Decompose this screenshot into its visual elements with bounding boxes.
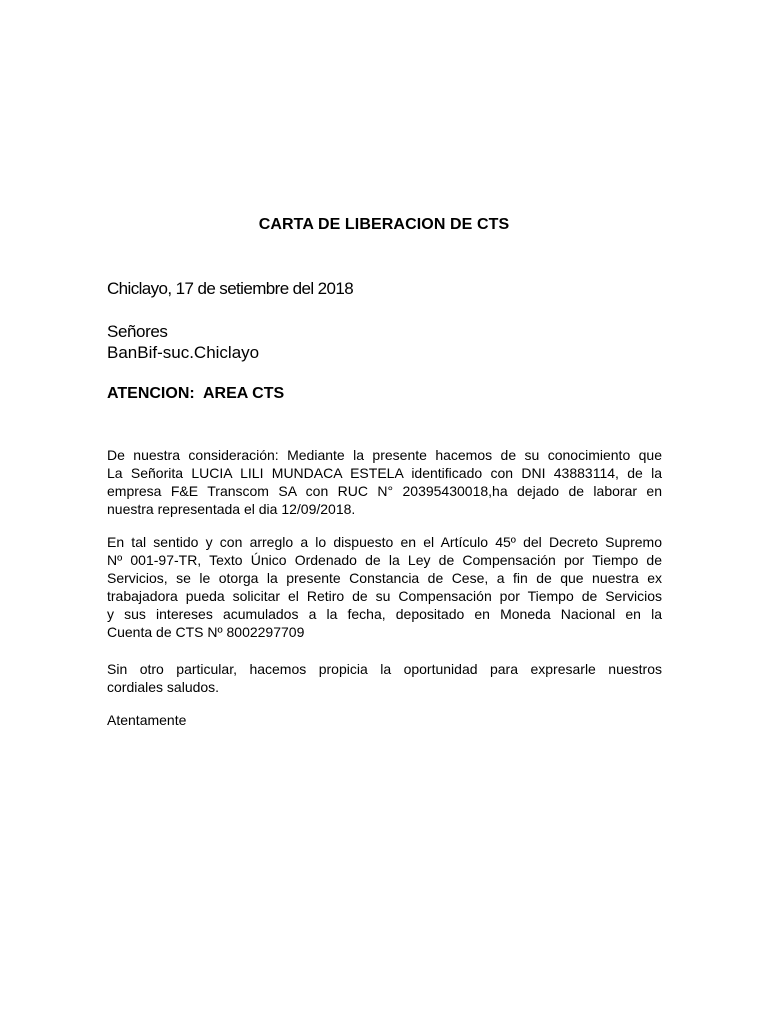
paragraph-line: trabajadora pueda solicitar el Retiro de su Compensación por Tiempo de Servicios [107, 588, 662, 604]
addressee-block [107, 321, 259, 363]
paragraph-line: Cuenta de CTS Nº 8002297709 [107, 624, 305, 640]
paragraph-notice [107, 446, 662, 518]
paragraph-farewell [107, 660, 662, 696]
paragraph-line: empresa F&E Transcom SA con RUC N° 20395430018,ha dejado de laborar en [107, 483, 662, 499]
paragraph-line: Nº 001-97-TR, Texto Único Ordenado de la Ley de Compensación por Tiempo de [107, 552, 662, 568]
letter-title: CARTA DE LIBERACION DE CTS [258, 216, 510, 233]
addressee-salutation: Señores [107, 322, 168, 341]
closing-line: Atentamente [107, 712, 187, 728]
paragraph-line: nuestra representada el dia 12/09/2018. [107, 501, 356, 517]
paragraph-line: y sus intereses acumulados a la fecha, depositado en Moneda Nacional en la [107, 606, 662, 622]
paragraph-line: En tal sentido y con arreglo a lo dispuesto en el Artículo 45º del Decreto Supremo [107, 534, 662, 550]
paragraph-line: Sin otro particular, hacemos propicia la oportunidad para expresarle nuestros [107, 661, 662, 677]
paragraph-legal [107, 533, 662, 641]
paragraph-line: De nuestra consideración: Mediante la presente hacemos de su conocimiento que [107, 447, 662, 463]
paragraph-line: La Señorita LUCIA LILI MUNDACA ESTELA identificado con DNI 43883114, de la [107, 465, 662, 481]
date-line: Chiclayo, 17 de setiembre del 2018 [107, 279, 354, 298]
paragraph-line: cordiales saludos. [107, 679, 220, 695]
paragraph-line: Servicios, se le otorga la presente Constancia de Cese, a fin de que nuestra ex [107, 570, 662, 586]
addressee-recipient: BanBif-suc.Chiclayo [107, 343, 260, 362]
attention-line: ATENCION: AREA CTS [107, 385, 285, 402]
